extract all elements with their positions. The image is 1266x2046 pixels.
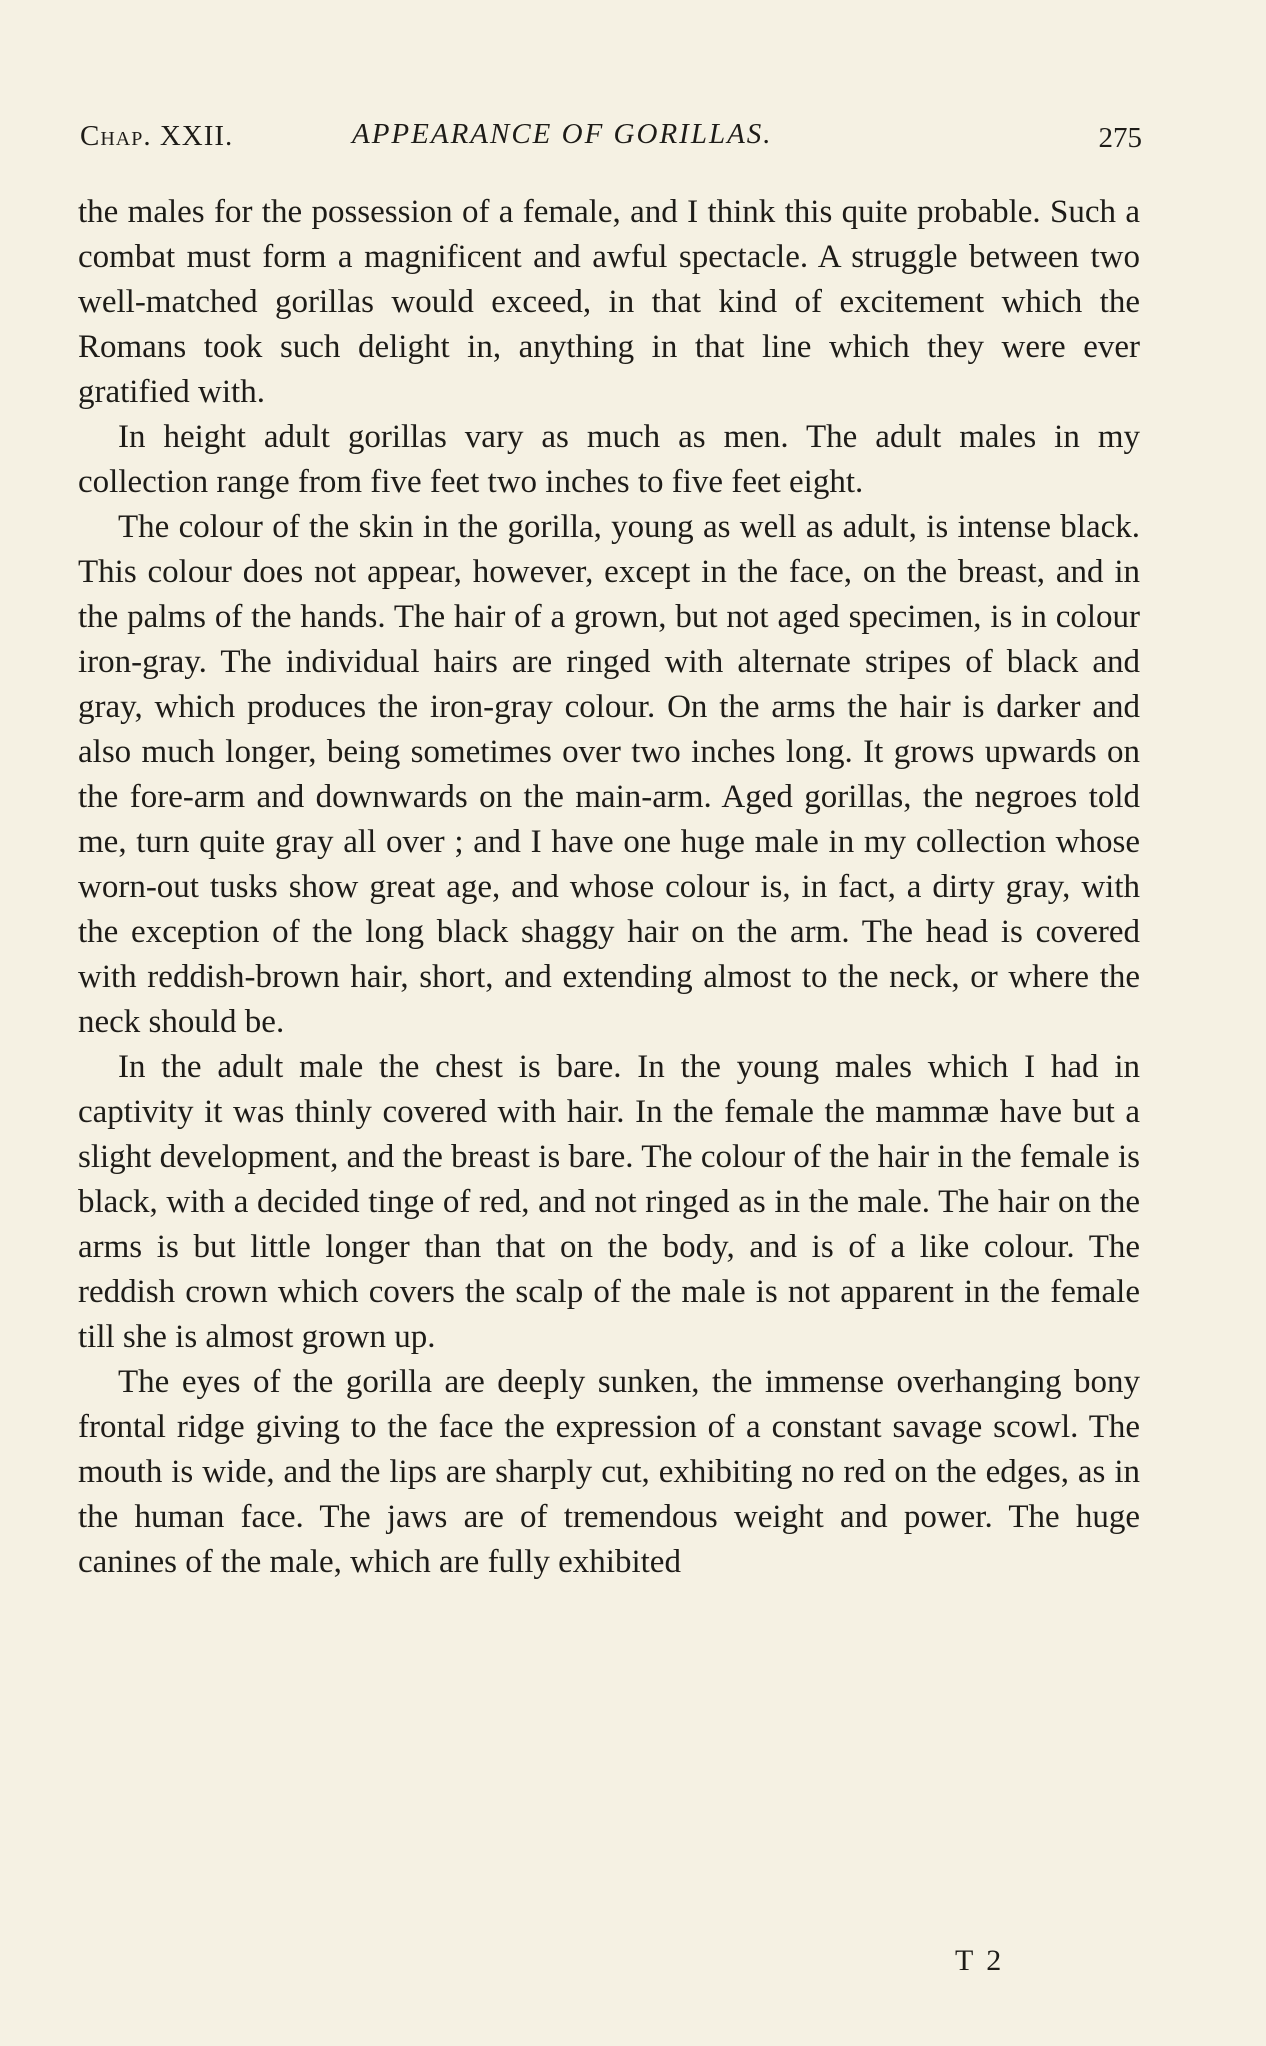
paragraph-continued: the males for the possession of a female, and I think this quite probable. Such a combat must form a magnificent and awful spectacle. A struggle between two well-matched gorillas would exceed, in that kind of excitement which the Romans took such delight in, anything in that line which they were ever gratified with. — [78, 194, 1140, 410]
paragraph-chest: In the adult male the chest is bare. In the young males which I had in captivity it was thinly covered with hair. In the female the mammæ have but a slight development, and the breast is bare. The colour of the hair in the female is black, with a decided tinge of red, and not ringed as in the male. The hair on the arms is but little longer than that on the body, and is of a like colour. The reddish crown which covers the scalp of the male is not apparent in the female till she is almost grown up. — [78, 1049, 1140, 1355]
chapter-label: Chap. XXII. — [80, 120, 234, 152]
running-head — [80, 112, 1142, 162]
page-title: APPEARANCE OF GORILLAS. — [352, 118, 773, 150]
paragraph-skin-colour: The colour of the skin in the gorilla, young as well as adult, is intense black. This colour does not appear, however, except in the face, on the breast, and in the palms of the hands. The hair of a grown, but not aged specimen, is in colour iron-gray. The individual hairs are ringed with alternate stripes of black and gray, which produces the iron-gray colour. On the arms the hair is darker and also much longer, being sometimes over two inches long. It grows upwards on the fore-arm and downwards on the main-arm. Aged gorillas, the negroes told me, turn quite gray all over ; and I have one huge male in my collection whose worn-out tusks show great age, and whose colour is, in fact, a dirty gray, with the exception of the long black shaggy hair on the arm. The head is covered with reddish-brown hair, short, and extending almost to the neck, or where the neck should be. — [78, 509, 1140, 1040]
signature-mark: T 2 — [955, 1944, 1005, 1977]
body-text — [78, 190, 1140, 1585]
paragraph-eyes: The eyes of the gorilla are deeply sunken, the immense overhanging bony frontal ridge giving to the face the expression of a constant savage scowl. The mouth is wide, and the lips are sharply cut, exhibiting no red on the edges, as in the human face. The jaws are of tremendous weight and power. The huge canines of the male, which are fully exhibited — [78, 1364, 1140, 1580]
paragraph-height: In height adult gorillas vary as much as men. The adult males in my collection range from five feet two inches to five feet eight. — [78, 419, 1140, 500]
page-number: 275 — [1098, 122, 1142, 154]
